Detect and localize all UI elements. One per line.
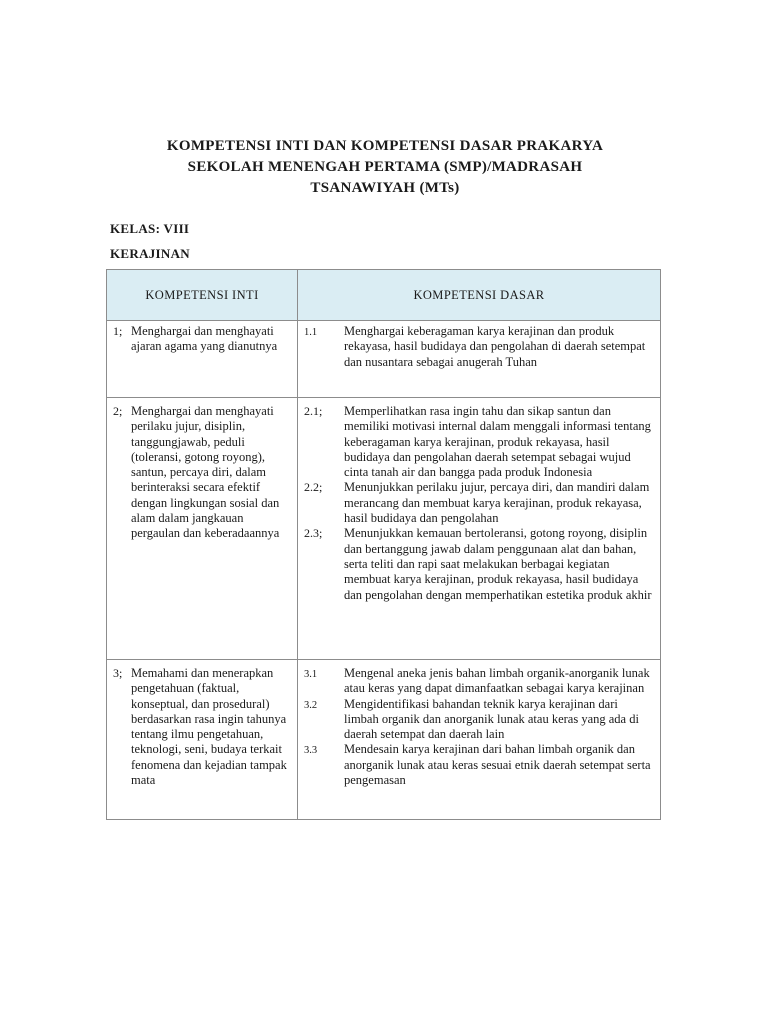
header-kompetensi-dasar: KOMPETENSI DASAR — [298, 270, 661, 321]
kd-text: Menunjukkan kemauan bertoleransi, gotong royong, disiplin dan bertanggung jawab dalam penggunaan alat dan bahan, serta teliti dan rapi saat melakukan berbagai kegiatan membuat karya kerajinan, produk rekayasa, hasil budidaya dan pengolahan dengan memperhatikan estetika produk akhir — [344, 526, 652, 602]
table-row — [107, 321, 661, 398]
kd-text: Menghargai keberagaman karya kerajinan dan produk rekayasa, hasil budidaya dan pengolahan di daerah setempat dan nusantara sebagai anugerah Tuhan — [344, 324, 646, 369]
kd-text: Memperlihatkan rasa ingin tahu dan sikap santun dan memiliki motivasi internal dalam menggali informasi tentang keberagaman karya kerajinan, produk rekayasa, hasil budidaya dan pengolahan daerah setempat sebagai wujud cinta tanah air dan bangga pada produk Indonesia — [344, 404, 651, 480]
ki-cell — [107, 398, 298, 660]
ki-cell — [107, 321, 298, 398]
kd-cell — [298, 321, 661, 398]
title-line: SEKOLAH MENENGAH PERTAMA (SMP)/MADRASAH — [187, 159, 583, 175]
kd-cell — [298, 398, 661, 660]
kd-text: Mengenal aneka jenis bahan limbah organik-anorganik lunak atau keras yang dapat dimanfaatkan sebagai karya kerajinan — [344, 666, 650, 696]
ki-number: 3; — [113, 666, 123, 680]
title-line: TSANAWIYAH (MTs) — [310, 180, 460, 196]
kd-number: 3.2 — [304, 699, 318, 711]
ki-item — [113, 324, 291, 355]
ki-text: Menghargai dan menghayati perilaku jujur, disiplin, tanggungjawab, peduli (toleransi, gotong royong), santun, percaya diri, dalam berinteraksi secara efektif dengan lingkungan sosial dan alam dalam jangkauan pergaulan dan keberadaannya — [131, 404, 280, 541]
class-label: KELAS: VIII — [110, 221, 190, 236]
table-row — [107, 398, 661, 660]
kd-number: 2.2; — [304, 480, 323, 495]
ki-text: Menghargai dan menghayati ajaran agama yang dianutnya — [131, 324, 278, 354]
kd-number: 2.3; — [304, 526, 323, 541]
title-line: KOMPETENSI INTI DAN KOMPETENSI DASAR PRAKARYA — [166, 138, 604, 154]
kd-item — [304, 404, 654, 480]
ki-number: 2; — [113, 404, 123, 418]
kd-item — [304, 666, 654, 697]
ki-number: 1; — [113, 324, 123, 338]
header-kompetensi-inti: KOMPETENSI INTI — [107, 270, 298, 321]
competency-table — [106, 269, 661, 820]
kd-number: 3.3 — [304, 745, 318, 757]
kd-number: 1.1 — [304, 327, 318, 338]
ki-cell — [107, 660, 298, 820]
kd-item — [304, 742, 654, 788]
kd-number: 2.1; — [304, 404, 323, 418]
table-row — [107, 660, 661, 820]
kd-number: 3.1 — [304, 669, 318, 680]
kd-cell — [298, 660, 661, 820]
kd-item — [304, 526, 654, 602]
document-title — [110, 136, 660, 199]
subject-label: KERAJINAN — [110, 246, 190, 261]
ki-text: Memahami dan menerapkan pengetahuan (faktual, konseptual, dan prosedural) berdasarkan rasa ingin tahunya tentang ilmu pengetahuan, teknologi, seni, budaya terkait fenomena dan kejadian tampak mata — [131, 666, 287, 788]
kd-item — [304, 324, 654, 370]
kd-text: Mendesain karya kerajinan dari bahan limbah organik dan anorganik lunak atau keras sesuai etnik daerah setempat serta pengemasan — [344, 742, 651, 788]
ki-item — [113, 404, 291, 542]
table-header-row — [107, 270, 661, 321]
ki-item — [113, 666, 291, 788]
kd-text: Mengidentifikasi bahandan teknik karya kerajinan dari limbah organik dan anorganik lunak atau keras yang ada di daerah setempat dan daerah lain — [344, 696, 639, 742]
kd-item — [304, 480, 654, 526]
kd-text: Menunjukkan perilaku jujur, percaya diri, dan mandiri dalam merancang dan membuat karya kerajinan, produk rekayasa, hasil budidaya dan pengolahan — [344, 480, 650, 526]
kd-item — [304, 697, 654, 743]
